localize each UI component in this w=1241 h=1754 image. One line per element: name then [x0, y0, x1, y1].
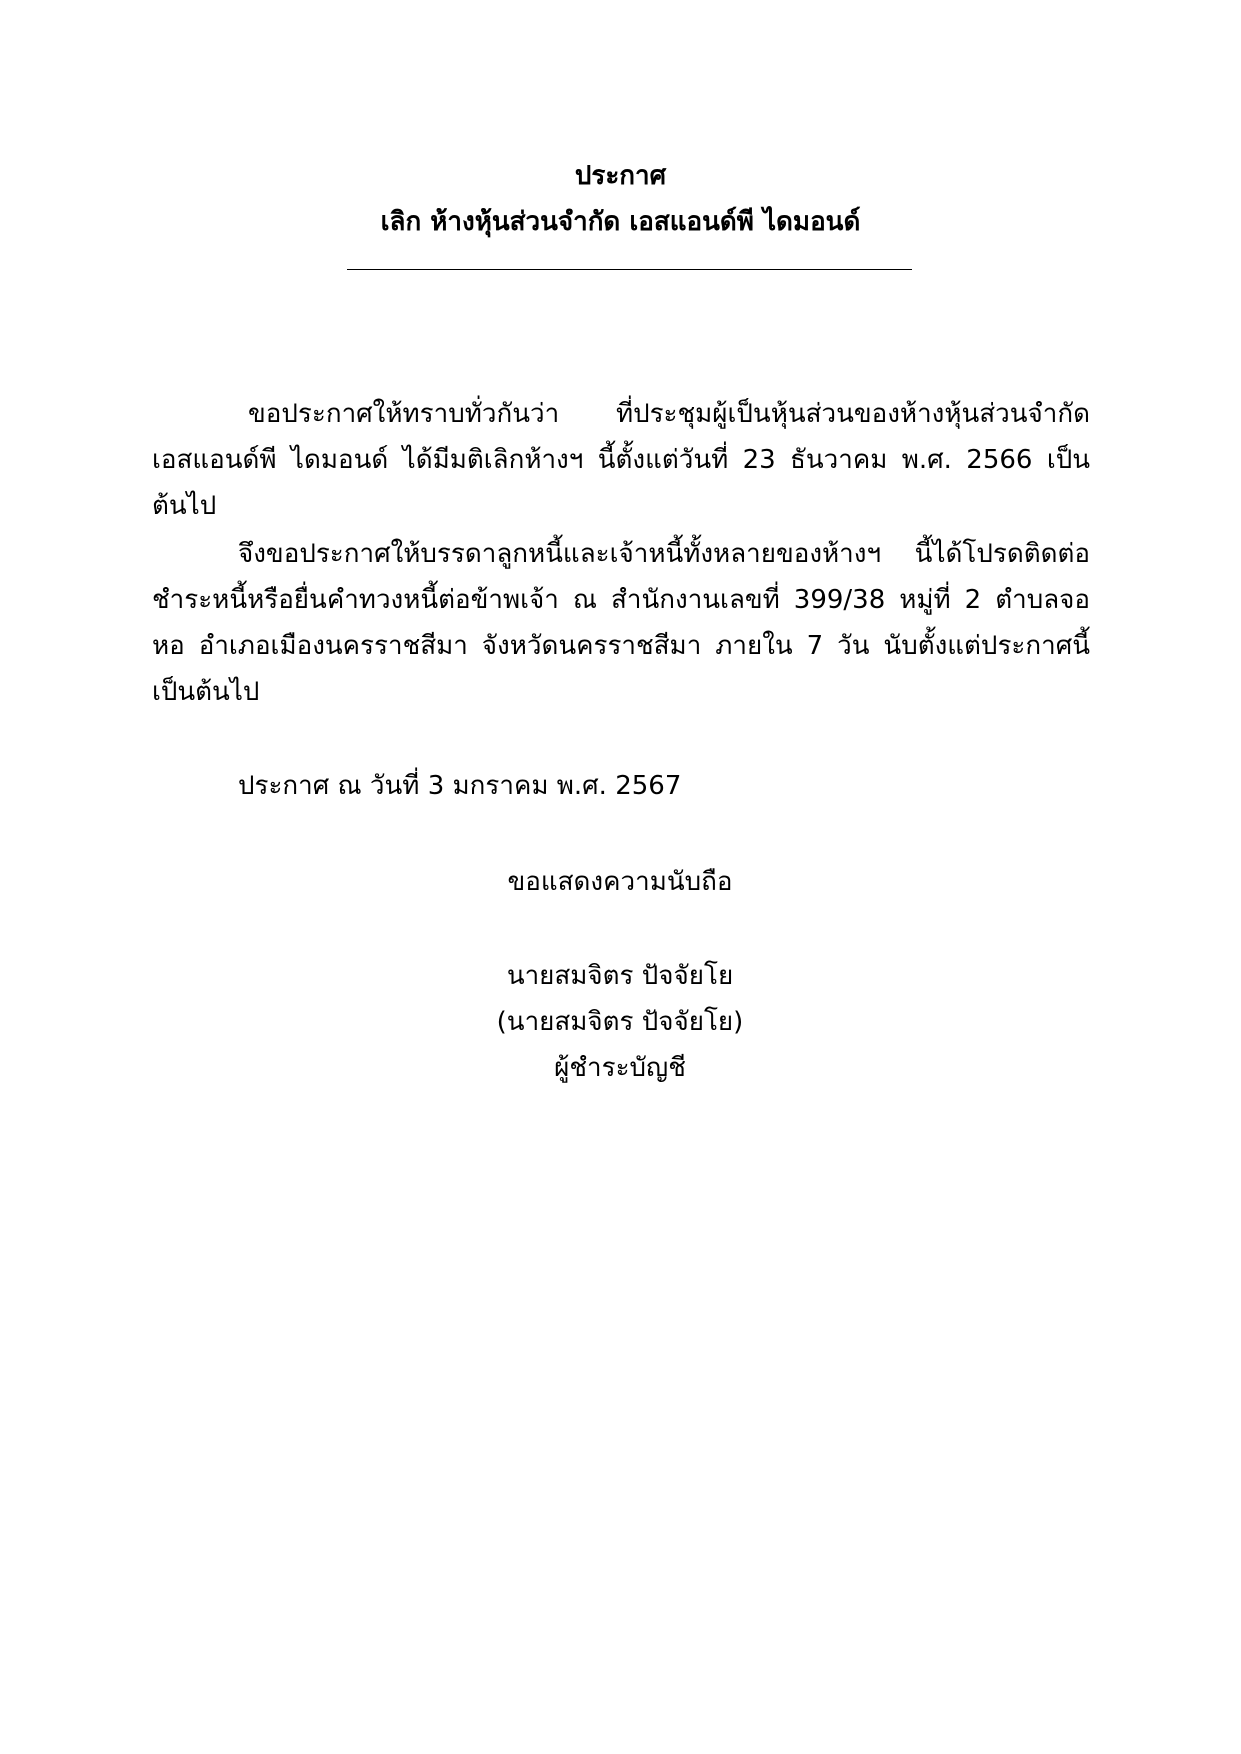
title-underline — [347, 269, 912, 270]
paragraph1-line2: เอสแอนด์พี ไดมอนด์ ได้มีมติเลิกห้างฯ นี้ตั้งแต่วันที่ 23 ธันวาคม พ.ศ. 2566 เป็น — [152, 445, 1090, 475]
signatory-name: นายสมจิตร ปัจจัยโย — [506, 961, 734, 991]
paragraph2-line3: หอ อำเภอเมืองนครราชสีมา จังหวัดนครราชสีมา ภายใน 7 วัน นับตั้งแต่ประกาศนี้ — [152, 631, 1090, 661]
signatory-position: ผู้ชำระบัญชี — [554, 1053, 686, 1083]
paragraph1-line3: ต้นไป — [152, 491, 217, 521]
paragraph2-line4: เป็นต้นไป — [152, 677, 260, 707]
announcement-subtitle: เลิก ห้างหุ้นส่วนจำกัด เอสแอนด์พี ไดมอนด์ — [380, 207, 861, 237]
signatory-name-parenthesized: (นายสมจิตร ปัจจัยโย) — [496, 1007, 744, 1037]
paragraph2-line2: ชำระหนี้หรือยื่นคำทวงหนี้ต่อข้าพเจ้า ณ สำนักงานเลขที่ 399/38 หมู่ที่ 2 ตำบลจอ — [152, 585, 1090, 615]
paragraph1-line1: ขอประกาศให้ทราบทั่วกันว่า ที่ประชุมผู้เป็นหุ้นส่วนของห้างหุ้นส่วนจำกัด — [248, 399, 1090, 429]
paragraph2-line1: จึงขอประกาศให้บรรดาลูกหนี้และเจ้าหนี้ทั้งหลายของห้างฯ นี้ได้โปรดติดต่อ — [238, 539, 1090, 569]
closing-salutation: ขอแสดงความนับถือ — [507, 867, 733, 897]
announcement-title: ประกาศ — [574, 161, 667, 191]
announcement-date: ประกาศ ณ วันที่ 3 มกราคม พ.ศ. 2567 — [238, 771, 682, 801]
